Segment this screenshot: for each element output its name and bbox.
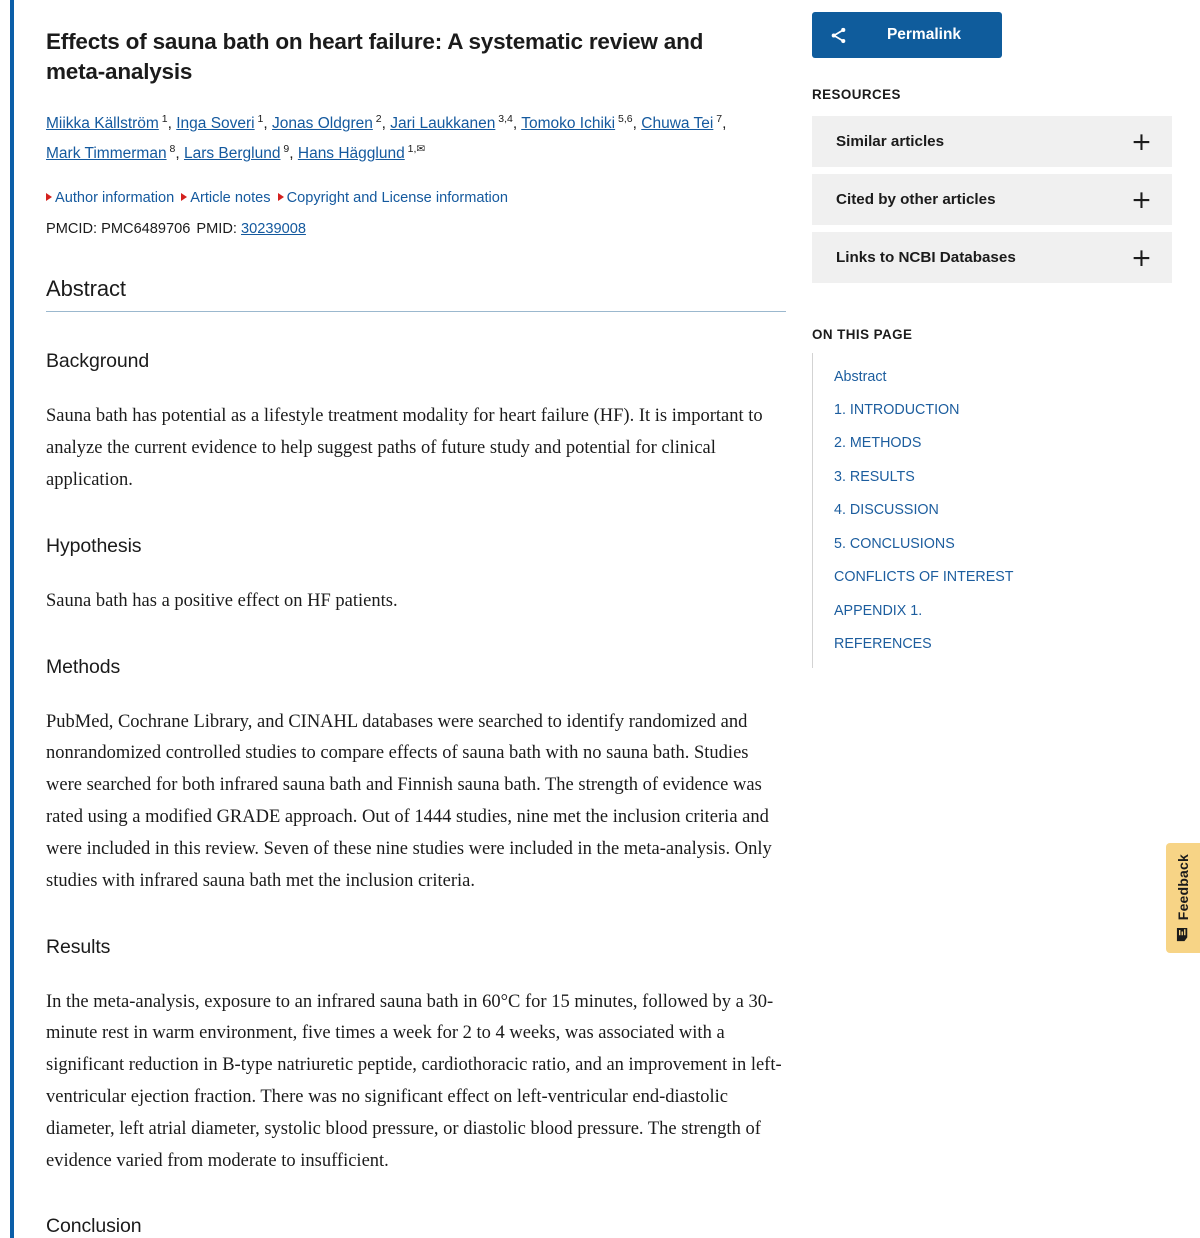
abstract-paragraph: Sauna bath has potential as a lifestyle treatment modality for heart failure (HF). It is important to analyze the current evidence to help suggest paths of future study and potential for clinical application.: [46, 406, 763, 491]
toc-item[interactable]: 2. METHODS: [834, 435, 922, 452]
resource-panel-label: Similar articles: [836, 133, 945, 150]
abstract-subheading: Conclusion: [46, 1215, 142, 1238]
page-title: Effects of sauna bath on heart failure: A systematic review and meta-analysis: [46, 29, 704, 84]
plus-icon[interactable]: +: [1131, 243, 1152, 272]
author-link[interactable]: Miikka Källström: [46, 115, 159, 133]
resources-list: [812, 116, 1172, 283]
meta-link[interactable]: Article notes: [190, 190, 271, 207]
abstract-paragraph: PubMed, Cochrane Library, and CINAHL databases were searched to identify randomized and nonrandomized controlled studies to compare effects of sauna bath with no sauna bath. Studies were searched for both infrared sauna bath and Finnish sauna bath. The strength of evidence was rated using a modified GRADE approach. Out of 1444 studies, nine met the inclusion criteria and were included in this review. Seven of these nine studies were included in the meta-analysis. Only studies with infrared sauna bath met the inclusion criteria.: [46, 711, 772, 891]
resource-panel-label: Cited by other articles: [836, 191, 996, 208]
toc-item[interactable]: APPENDIX 1.: [834, 602, 923, 619]
author-link[interactable]: Inga Soveri: [176, 115, 255, 133]
meta-link-wrapper: [46, 190, 181, 206]
meta-link-wrapper: [181, 190, 277, 206]
abstract-paragraph: In the meta-analysis, exposure to an infrared sauna bath in 60°C for 15 minutes, followed by a 30-minute rest in warm environment, five times a week for 2 to 4 weeks, was associated with a significant reduction in B-type natriuretic peptide, cardiothoracic ratio, and an improvement in left-ventricular ejection fraction. There was no significant effect on left-ventricular end-diastolic diameter, left atrial diameter, systolic blood pressure, or diastolic blood pressure. The strength of evidence varied from moderate to insufficient.: [46, 991, 782, 1171]
author-affiliation-marker: 1: [254, 113, 264, 126]
identifier-line: [46, 207, 786, 237]
author-link[interactable]: Jari Laukkanen: [390, 115, 496, 133]
abstract-subheading: Methods: [46, 655, 121, 678]
triangle-right-icon: [46, 193, 52, 201]
toc-item[interactable]: 5. CONCLUSIONS: [834, 535, 955, 552]
plus-icon[interactable]: +: [1131, 127, 1152, 156]
table-of-contents: [812, 353, 1172, 668]
author-affiliation-marker: 1,✉: [404, 143, 426, 156]
meta-link[interactable]: Author information: [55, 190, 175, 207]
toc-item[interactable]: 1. INTRODUCTION: [834, 401, 960, 418]
author-affiliation-marker: 7: [713, 113, 723, 126]
permalink-label: Permalink: [886, 26, 962, 43]
toc-item[interactable]: 4. DISCUSSION: [834, 502, 939, 519]
author-affiliation-marker: 2: [372, 113, 382, 126]
chart-icon: [1176, 927, 1191, 942]
author-list: Miikka Källström $^1$, Inga Soveri $^1$, Jonas Oldgren $^2$, Jari Laukkanen $^{3,4}$, Tomoko Ichiki $^{5,6}$, Chuwa Tei $^7$, Mark Timmerman $^8$, Lars Berglund $^9$, Hans Hägglund $^{1,✉}$: [46, 113, 727, 163]
meta-link[interactable]: Copyright and License information: [286, 190, 509, 207]
resource-panel-label: Links to NCBI Databases: [836, 249, 1016, 266]
share-icon: [812, 26, 864, 45]
author-link[interactable]: Mark Timmerman: [46, 145, 167, 163]
toc-item[interactable]: REFERENCES: [834, 636, 932, 652]
meta-links: [46, 169, 786, 207]
author-affiliation-marker: 5,6: [615, 113, 633, 126]
abstract-subheading: Hypothesis: [46, 534, 142, 557]
author-link[interactable]: Chuwa Tei: [641, 115, 714, 133]
pmid-label: PMID:: [196, 221, 237, 238]
toc-item[interactable]: Abstract: [834, 368, 887, 385]
feedback-tab[interactable]: [1166, 843, 1200, 953]
author-affiliation-marker: 9: [280, 143, 290, 156]
toc-item[interactable]: 3. RESULTS: [834, 468, 915, 485]
pmcid-label: PMCID:: [46, 221, 98, 238]
author-affiliation-marker: 1: [158, 113, 168, 126]
plus-icon[interactable]: +: [1131, 185, 1152, 214]
resources-heading: RESOURCES: [812, 87, 901, 102]
pmcid-value: PMC6489706: [101, 221, 191, 238]
abstract-sections: [46, 312, 786, 1238]
toc-item[interactable]: CONFLICTS OF INTEREST: [834, 569, 1014, 586]
author-link[interactable]: Tomoko Ichiki: [521, 115, 616, 133]
feedback-label: Feedback: [1175, 854, 1191, 921]
author-affiliation-marker: 3,4: [495, 113, 513, 126]
triangle-right-icon: [278, 193, 284, 201]
meta-link-wrapper: [278, 190, 515, 206]
sidebar: [812, 0, 1172, 668]
article-column: [46, 0, 786, 1238]
permalink-button[interactable]: [812, 12, 1002, 58]
resource-panel[interactable]: [812, 116, 1172, 167]
abstract-subheading: Results: [46, 935, 111, 958]
triangle-right-icon: [181, 193, 187, 201]
abstract-heading: Abstract: [46, 237, 786, 312]
author-affiliation-marker: 8: [166, 143, 176, 156]
abstract-paragraph: Sauna bath has a positive effect on HF patients.: [46, 590, 398, 611]
author-link[interactable]: Lars Berglund: [183, 145, 281, 163]
resource-panel[interactable]: [812, 174, 1172, 225]
pmid-link[interactable]: 30239008: [241, 221, 306, 238]
resource-panel[interactable]: [812, 232, 1172, 283]
on-this-page-heading: ON THIS PAGE: [812, 327, 913, 342]
left-accent-rail: [10, 0, 14, 1238]
abstract-subheading: Background: [46, 350, 150, 373]
author-link[interactable]: Hans Hägglund: [297, 145, 405, 163]
author-link[interactable]: Jonas Oldgren: [272, 115, 373, 133]
